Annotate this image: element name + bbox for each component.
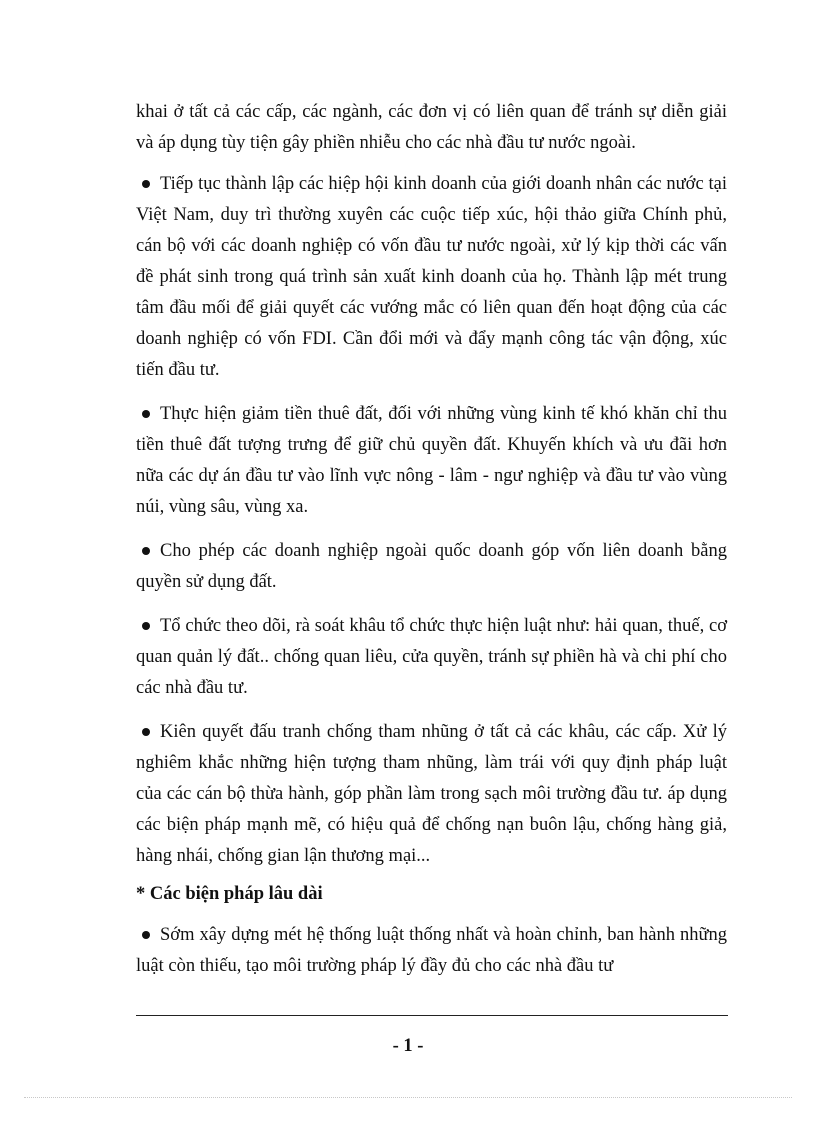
bullet-icon (142, 622, 150, 630)
long-term-bullet-item (136, 920, 727, 982)
bullet-item (136, 399, 727, 523)
bullet-text: Kiên quyết đấu tranh chống tham nhũng ở tất cả các khâu, các cấp. Xử lý nghiêm khắc những hiện tượng tham nhũng, làm trái với quy định pháp luật của các cán bộ thừa hành, góp phần làm trong sạch môi trường đầu tư. áp dụng các biện pháp mạnh mẽ, có hiệu quả để chống nạn buôn lậu, chống hàng giả, hàng nhái, chống gian lận thương mại... (136, 722, 727, 866)
bullet-text: Tiếp tục thành lập các hiệp hội kinh doanh của giới doanh nhân các nước tại Việt Nam, duy trì thường xuyên các cuộc tiếp xúc, hội thảo giữa Chính phủ, cán bộ với các doanh nghiệp có vốn đầu tư nước ngoài, xử lý kịp thời các vấn đề phát sinh trong quá trình sản xuất kinh doanh của họ. Thành lập mét trung tâm đầu mối để giải quyết các vướng mắc có liên quan đến hoạt động của các doanh nghiệp có vốn FDI. Cần đổi mới và đẩy mạnh công tác vận động, xúc tiến đầu tư. (136, 174, 727, 380)
bullet-item (136, 169, 727, 386)
footer-divider (136, 1015, 728, 1016)
intro-paragraph: khai ở tất cả các cấp, các ngành, các đơn vị có liên quan để tránh sự diễn giải và áp dụng tùy tiện gây phiền nhiễu cho các nhà đầu tư nước ngoài. (136, 102, 727, 153)
bullet-text: Sớm xây dựng mét hệ thống luật thống nhất và hoàn chỉnh, ban hành những luật còn thiếu, tạo môi trường pháp lý đầy đủ cho các nhà đầu tư (136, 925, 727, 976)
bullet-item (136, 717, 727, 872)
bullet-text: Cho phép các doanh nghiệp ngoài quốc doanh góp vốn liên doanh bằng quyền sử dụng đất. (136, 541, 727, 592)
page-number: - 1 - (392, 1036, 424, 1056)
document-body (136, 97, 727, 995)
bullet-text: Thực hiện giảm tiền thuê đất, đối với những vùng kinh tế khó khăn chỉ thu tiền thuê đất tượng trưng để giữ chủ quyền đất. Khuyến khích và ưu đãi hơn nữa các dự án đầu tư vào lĩnh vực nông - lâm - ngư nghiệp và đầu tư vào vùng núi, vùng sâu, vùng xa. (136, 404, 727, 517)
bullet-icon (142, 547, 150, 555)
bullet-icon (142, 180, 150, 188)
bullet-text: Tổ chức theo dõi, rà soát khâu tổ chức thực hiện luật như: hải quan, thuế, cơ quan quản lý đất.. chống quan liêu, cửa quyền, tránh sự phiền hà và chi phí cho các nhà đầu tư. (136, 616, 727, 698)
bullet-icon (142, 931, 150, 939)
section-subheading: * Các biện pháp lâu dài (136, 884, 323, 904)
bullet-icon (142, 410, 150, 418)
bullet-item (136, 536, 727, 598)
bullet-icon (142, 728, 150, 736)
page-bottom-edge (24, 1097, 792, 1098)
bullet-item (136, 611, 727, 704)
